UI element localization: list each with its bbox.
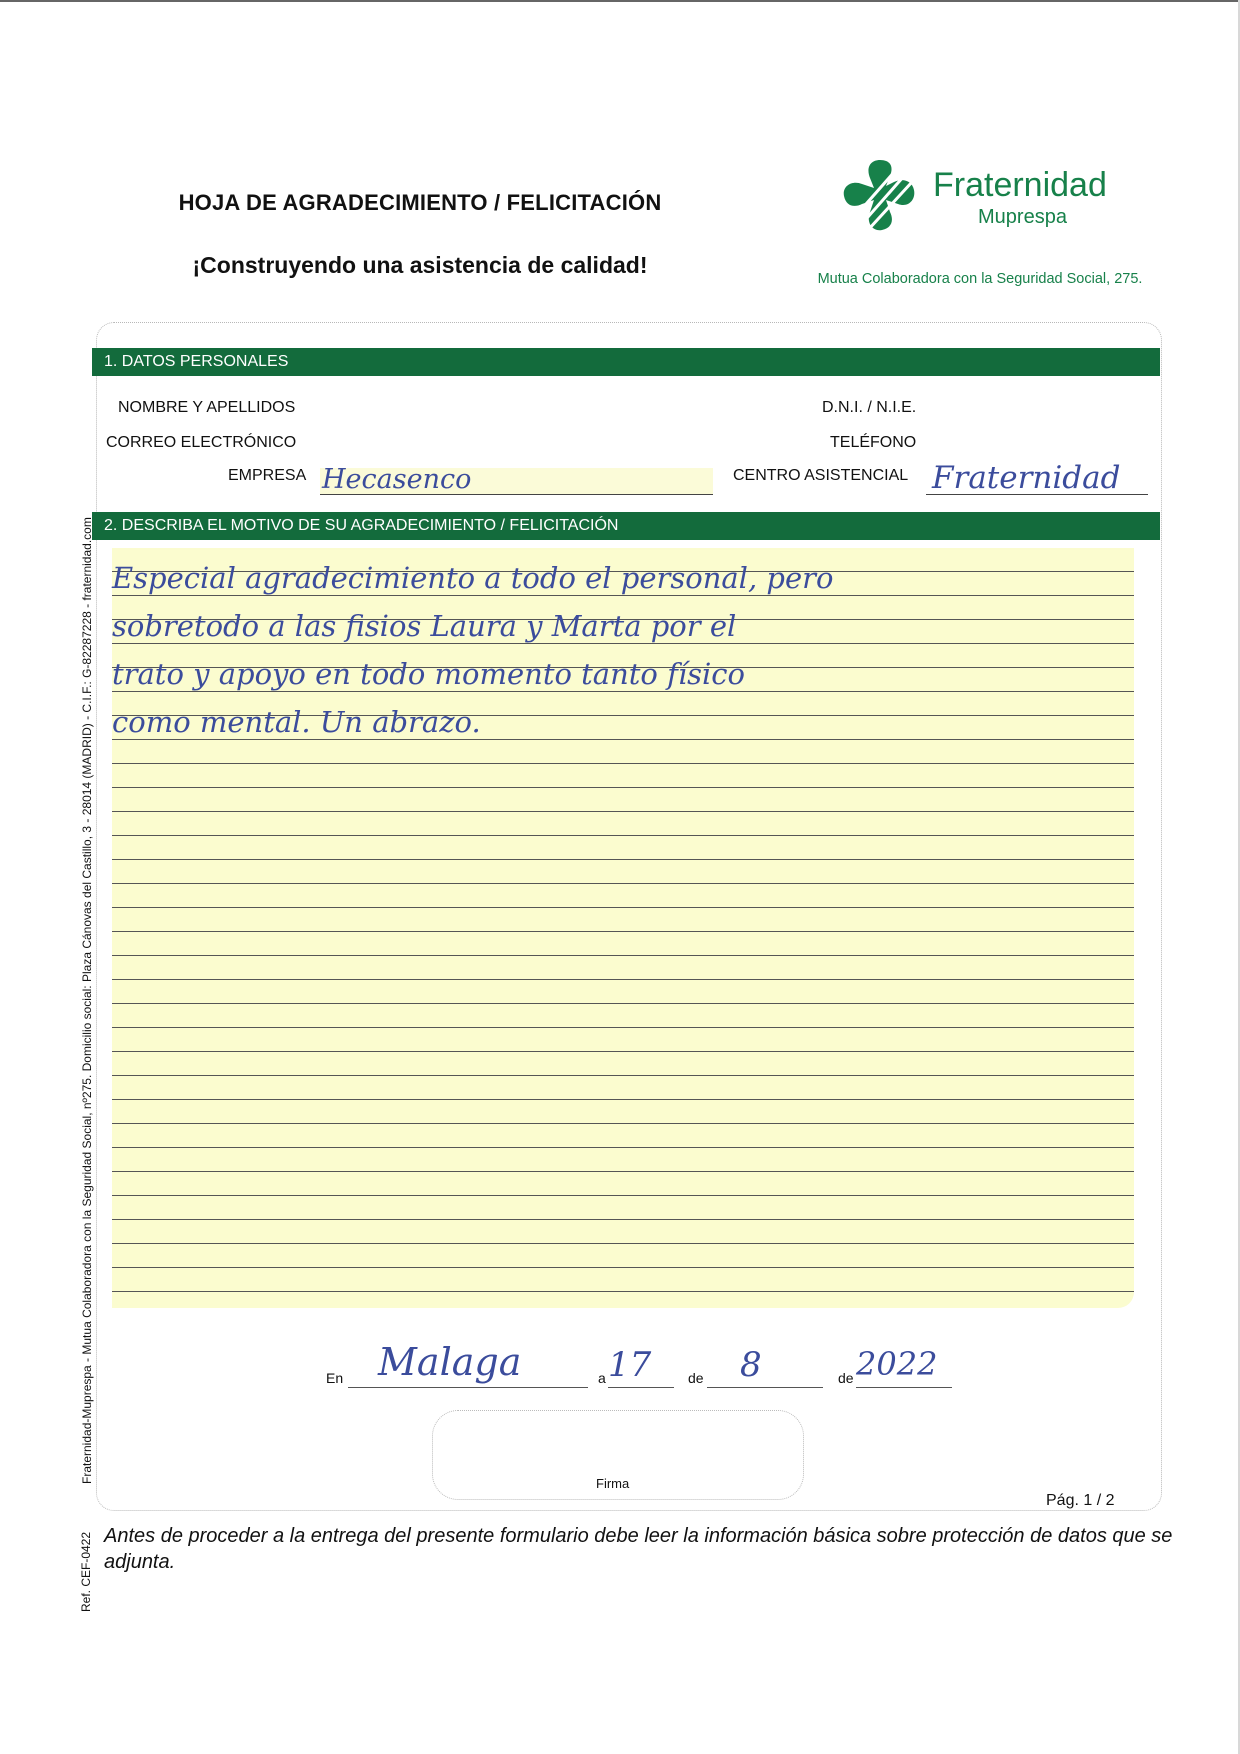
form-title: HOJA DE AGRADECIMIENTO / FELICITACIÓN bbox=[178, 190, 662, 215]
form-subtitle: ¡Construyendo una asistencia de calidad! bbox=[192, 252, 648, 278]
legal-side-text: Fraternidad-Muprespa - Mutua Colaboradora con la Seguridad Social, nº275. Domicilio social: Plaza Cánovas del Castillo, 3 - 28014 (MADRID) - C.I.F.: G-82287228 - fraternidad.com bbox=[80, 517, 94, 1484]
message-line: como mental. Un abrazo. bbox=[112, 705, 481, 739]
correo-label: CORREO ELECTRÓNICO bbox=[106, 434, 297, 451]
top-edge-rule bbox=[0, 0, 1240, 2]
correo-field[interactable] bbox=[318, 430, 818, 454]
empresa-value: Hecasenco bbox=[322, 464, 472, 495]
day-field[interactable] bbox=[608, 1387, 674, 1388]
message-line: Especial agradecimiento a todo el personal, pero bbox=[112, 561, 834, 595]
city-field[interactable] bbox=[348, 1387, 588, 1388]
message-line: sobretodo a las fisios Laura y Marta por el bbox=[112, 609, 737, 643]
a-label: a bbox=[598, 1370, 606, 1386]
de-label: de bbox=[838, 1370, 854, 1386]
section-reason-header: 2. DESCRIBA EL MOTIVO DE SU AGRADECIMIENTO / FELICITACIÓN bbox=[92, 512, 1160, 540]
nombre-field[interactable] bbox=[318, 396, 818, 420]
year-field[interactable] bbox=[856, 1387, 952, 1388]
page-number: Pág. 1 / 2 bbox=[1046, 1492, 1115, 1509]
de-label: de bbox=[688, 1370, 704, 1386]
message-line: trato y apoyo en todo momento tanto físico bbox=[112, 657, 745, 691]
brand-name: Fraternidad bbox=[933, 166, 1107, 204]
privacy-note: Antes de proceder a la entrega del presente formulario debe leer la información básica sobre protección de datos que se adjunta. bbox=[104, 1525, 1173, 1573]
month-field[interactable] bbox=[707, 1387, 823, 1388]
month-value: 8 bbox=[740, 1345, 762, 1385]
telefono-label: TELÉFONO bbox=[830, 434, 917, 451]
brand-subname: Muprespa bbox=[978, 206, 1067, 228]
form-reference: Ref. CEF-0422 bbox=[79, 1531, 93, 1612]
telefono-field[interactable] bbox=[940, 430, 1140, 454]
year-value: 2022 bbox=[856, 1345, 938, 1383]
mutua-caption: Mutua Colaboradora con la Seguridad Social, 275. bbox=[817, 271, 1143, 287]
en-label: En bbox=[326, 1370, 344, 1386]
centro-label: CENTRO ASISTENCIAL bbox=[733, 467, 909, 484]
dni-field[interactable] bbox=[940, 396, 1140, 420]
firma-label: Firma bbox=[596, 1476, 630, 1491]
empresa-label: EMPRESA bbox=[228, 467, 307, 484]
day-value: 17 bbox=[608, 1345, 652, 1385]
city-value: Malaga bbox=[378, 1340, 522, 1384]
dni-label: D.N.I. / N.I.E. bbox=[822, 399, 917, 416]
section-personal-data-header: 1. DATOS PERSONALES bbox=[92, 348, 1160, 376]
nombre-label: NOMBRE Y APELLIDOS bbox=[118, 399, 296, 416]
centro-value: Fraternidad bbox=[932, 460, 1121, 496]
